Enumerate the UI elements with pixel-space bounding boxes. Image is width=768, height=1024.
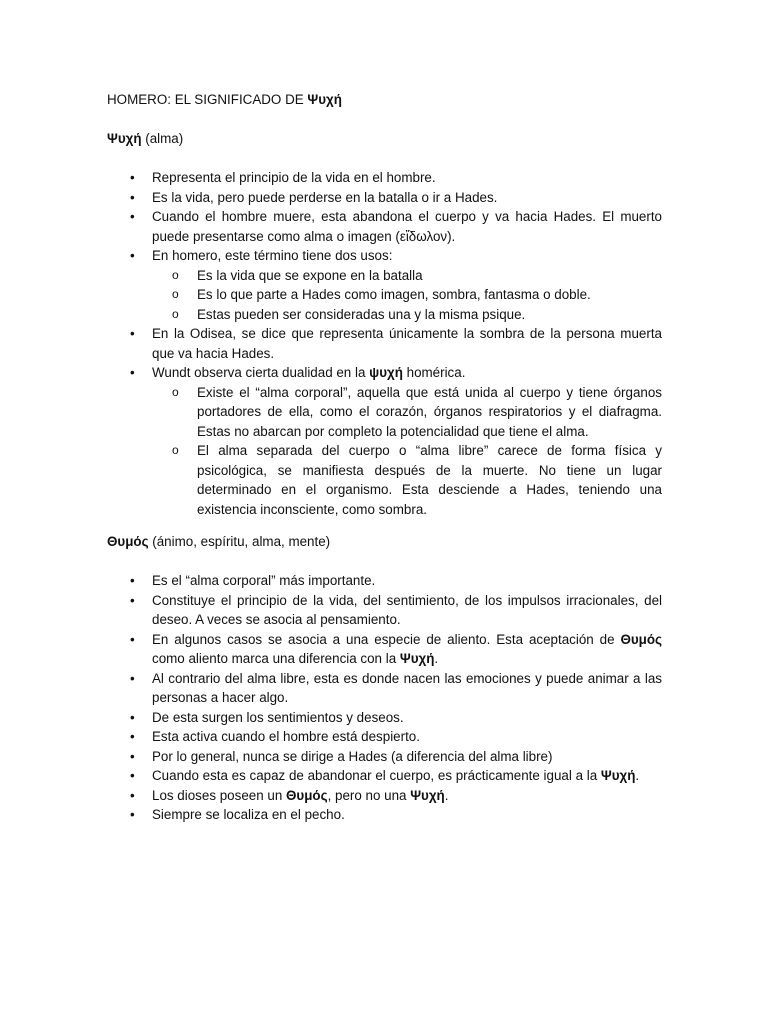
psyche-heading-greek: Ψυχή (107, 131, 142, 146)
list-item-text: Es el “alma corporal” más importante. (152, 573, 376, 588)
list-item-text: En la Odisea, se dice que representa únicamente la sombra de la persona muerta que va hacia Hades. (152, 326, 662, 361)
bullet-icon: • (130, 189, 135, 205)
list-item-text: Siempre se localiza en el pecho. (152, 807, 345, 822)
list-item-text: Al contrario del alma libre, esta es donde nacen las emociones y puede animar a las personas a hacer algo. (152, 670, 662, 705)
title-prefix: HOMERO: EL SIGNIFICADO DE (107, 92, 308, 107)
circle-bullet-icon: o (172, 443, 179, 457)
title-greek: Ψυχή (307, 92, 342, 107)
list-item (0, 207, 662, 246)
list-item (0, 591, 662, 630)
list-item-text: En homero, este término tiene dos usos: (152, 248, 393, 263)
list-item-text-before: Wundt observa cierta dualidad en la (152, 365, 370, 380)
greek-term: Θυμός (620, 631, 662, 647)
bullet-icon: • (130, 631, 135, 647)
list-item (0, 630, 662, 669)
bullet-icon: • (130, 807, 135, 822)
list-item (0, 766, 662, 786)
bullet-icon: • (130, 729, 135, 744)
list-item (0, 188, 662, 208)
list-item-text: , pero no una (327, 787, 411, 803)
thymos-heading-suffix: (ánimo, espíritu, alma, mente) (148, 534, 331, 549)
list-item (0, 747, 662, 767)
bullet-icon: • (130, 670, 135, 686)
bullet-icon: • (130, 573, 135, 588)
sub-list-item-text: Existe el “alma corporal”, aquella que está unida al cuerpo y tiene órganos portadores de ella, como el corazón, órganos respiratorios y el diafragma. Estas no abarcan por completo la potencialidad que tiene el alma. (197, 384, 662, 439)
list-item (0, 246, 662, 324)
list-item-text: Por lo general, nunca se dirige a Hades (a diferencia del alma libre) (152, 748, 553, 764)
circle-bullet-icon: o (172, 306, 179, 321)
list-item-text: Constituye el principio de la vida, del sentimiento, de los impulsos irracionales, del deseo. A veces se asocia al pensamiento. (152, 592, 662, 627)
thymos-heading (107, 532, 330, 552)
psyche-heading (107, 129, 183, 149)
greek-term: Ψυχή (399, 651, 435, 666)
thymos-list (0, 571, 662, 825)
bullet-icon: • (130, 768, 135, 783)
list-item (0, 805, 662, 825)
psyche-list (0, 168, 662, 519)
sub-list-item (152, 441, 662, 519)
bullet-icon: • (130, 209, 135, 224)
list-item (0, 708, 662, 728)
list-item (0, 168, 662, 188)
bullet-icon: • (130, 248, 135, 263)
greek-term: Ψυχή (600, 768, 636, 783)
sub-list-item (152, 285, 662, 305)
sub-list-item-text: Es la vida que se expone en la batalla (197, 267, 423, 283)
sub-list-item-text: Estas pueden ser consideradas una y la misma psique. (197, 306, 526, 322)
list-item-text: Cuando esta es capaz de abandonar el cuerpo, es prácticamente igual a la (152, 768, 601, 783)
bullet-icon: • (130, 326, 135, 341)
list-item (0, 324, 662, 363)
list-item (0, 669, 662, 708)
psyche-heading-suffix: (alma) (141, 131, 184, 146)
list-item-text: Cuando el hombre muere, esta abandona el cuerpo y va hacia Hades. El muerto puede presentarse como alma o imagen (εἴδωλον). (152, 209, 662, 244)
bullet-icon: • (130, 748, 135, 764)
sub-list (152, 383, 662, 520)
greek-term: Θυμός (286, 787, 328, 803)
bullet-icon: • (130, 365, 135, 380)
list-item-text: . (434, 651, 439, 666)
greek-term: ψυχή (369, 365, 403, 380)
list-item-text: . (444, 787, 449, 803)
list-item (0, 363, 662, 519)
greek-term: Ψυχή (410, 787, 445, 803)
circle-bullet-icon: o (172, 267, 179, 282)
bullet-icon: • (130, 170, 135, 185)
list-item-text-after: homérica. (402, 365, 466, 380)
list-item-text: como aliento marca una diferencia con la (152, 651, 400, 666)
list-item-text: Los dioses poseen un (152, 787, 287, 803)
list-item-text: Esta activa cuando el hombre está despierto. (152, 729, 420, 744)
list-item (0, 727, 662, 747)
list-item (0, 571, 662, 591)
bullet-icon: • (130, 709, 135, 725)
list-item-text: . (635, 768, 640, 783)
list-item (0, 786, 662, 806)
list-item-text: De esta surgen los sentimientos y deseos. (152, 709, 404, 725)
sub-list-item (152, 266, 662, 286)
list-item-text: Representa el principio de la vida en el hombre. (152, 170, 436, 185)
document-title (107, 90, 342, 110)
list-item-text: En algunos casos se asocia a una especie de aliento. Esta aceptación de (152, 631, 621, 647)
circle-bullet-icon: o (172, 384, 179, 399)
bullet-icon: • (130, 787, 135, 803)
sub-list-item-text: El alma separada del cuerpo o “alma libre” carece de forma física y psicológica, se manifiesta después de la muerte. No tiene un lugar determinado en el organismo. Esta desciende a Hades, teniendo una existencia inconsciente, como sombra. (197, 443, 662, 517)
list-item-text: Es la vida, pero puede perderse en la batalla o ir a Hades. (152, 189, 498, 205)
thymos-heading-greek: Θυμός (107, 534, 149, 549)
sub-list-item-text: Es lo que parte a Hades como imagen, sombra, fantasma o doble. (197, 287, 591, 302)
sub-list (152, 266, 662, 325)
bullet-icon: • (130, 592, 135, 608)
sub-list-item (152, 383, 662, 442)
circle-bullet-icon: o (172, 287, 179, 301)
sub-list-item (152, 305, 662, 325)
